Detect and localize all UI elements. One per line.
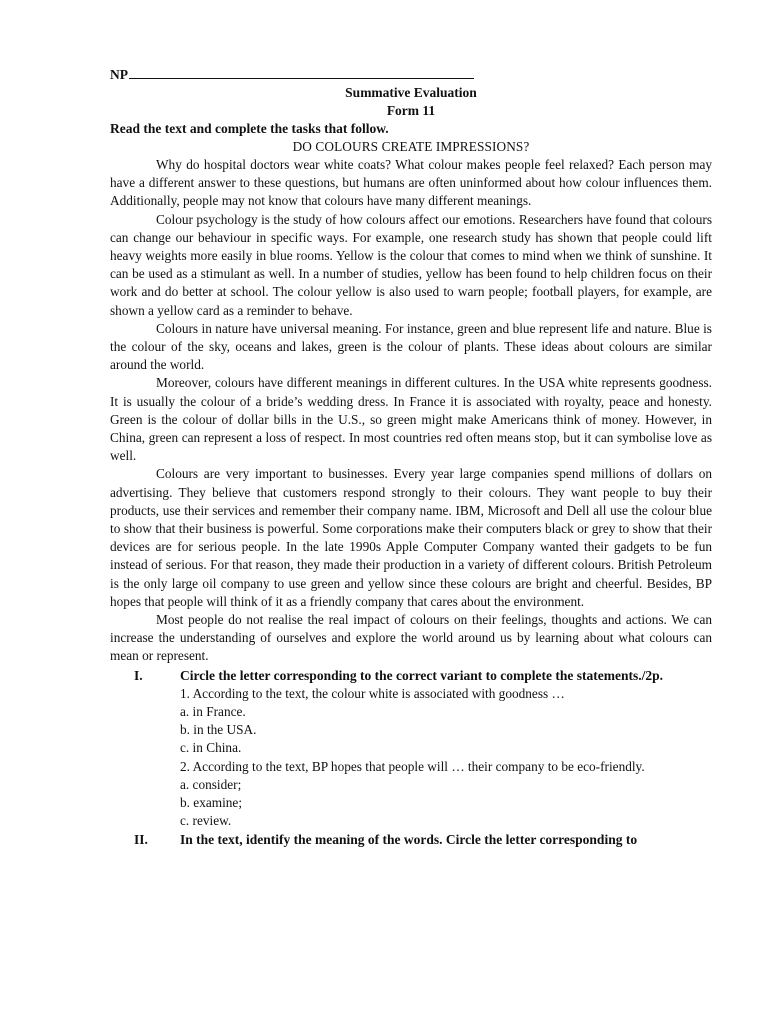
instruction-text: Read the text and complete the tasks that follow. <box>110 121 389 136</box>
passage-paragraph: Colours are very important to businesses. Every year large companies spend millions of dollars on advertising. They believe that customers respond strongly to their colours. They want people to buy their products, use their services and remember their company name. IBM, Microsoft and Dell all use the colour blue to show that their business is powerful. Some corporations make their computers black or grey to show that their devices are for serious people. In the late 1990s Apple Computer Company wanted their gadgets to be fun instead of serious. For that reason, they made their production in a variety of different colours. British Petroleum is the only large oil company to use green and yellow since these colours are bright and cheerful. Besides, BP hopes that people will think of it as a friendly company that cares about the environment. <box>110 466 712 609</box>
task-number: II. <box>134 832 148 848</box>
answer-option[interactable]: c. review. <box>180 813 232 829</box>
question-stem: 2. According to the text, BP hopes that people will … their company to be eco-friendly. <box>180 758 645 774</box>
np-field <box>110 66 712 84</box>
form-label: Form 11 <box>386 103 436 118</box>
document-title: Summative Evaluation <box>345 85 477 100</box>
task-2 <box>110 831 712 849</box>
question-stem: 1. According to the text, the colour white is associated with goodness … <box>180 685 565 701</box>
question-2 <box>180 758 712 831</box>
np-label: NP <box>110 67 128 82</box>
passage-paragraph: Most people do not realise the real impact of colours on their feelings, thoughts and actions. We can increase the understanding of ourselves and explore the world around us by learning about what colours can mean or represent. <box>110 612 712 664</box>
task-instruction: Circle the letter corresponding to the correct variant to complete the statements./2p. <box>180 667 663 683</box>
passage-paragraph: Colour psychology is the study of how colours affect our emotions. Researchers have found that colours can change our behaviour in specific ways. For example, one research study has shown that people could lift heavy weights more easily in blue rooms. Yellow is the colour that comes to mind when we think of sunshine. It can be used as a stimulant as well. In a number of studies, yellow has been found to help children focus on their work and do better at school. The colour yellow is also used to warn people; football players, for example, are shown a yellow card as a reminder to behave. <box>110 211 712 318</box>
passage-title: DO COLOURS CREATE IMPRESSIONS? <box>292 139 530 154</box>
answer-option[interactable]: b. in the USA. <box>180 722 257 738</box>
answer-option[interactable]: b. examine; <box>180 794 243 810</box>
answer-option[interactable]: c. in China. <box>180 740 242 756</box>
task-1 <box>110 667 712 685</box>
answer-option[interactable]: a. consider; <box>180 776 242 792</box>
passage-paragraph: Why do hospital doctors wear white coats? What colour makes people feel relaxed? Each person may have a different answer to these questions, but humans are often uninformed about how colour influences them. Additionally, people may not know that colours have many different meanings. <box>110 157 712 209</box>
task-instruction: In the text, identify the meaning of the words. Circle the letter corresponding to <box>180 832 638 848</box>
passage-paragraph: Moreover, colours have different meanings in different cultures. In the USA white represents goodness. It is usually the colour of a bride’s wedding dress. In France it is associated with royalty, peace and honesty. Green is the colour of dollar bills in the U.S., so green might make Americans think of money. However, in China, green can represent a loss of respect. In most countries red often means stop, but it can symbolise love as well. <box>110 375 712 464</box>
passage-paragraph: Colours in nature have universal meaning. For instance, green and blue represent life and nature. Blue is the colour of the sky, oceans and lakes, green is the colour of plants. These ideas about colours are similar around the world. <box>110 320 712 373</box>
question-1 <box>180 685 712 758</box>
task-number: I. <box>134 667 143 683</box>
np-blank-line[interactable] <box>129 66 474 79</box>
answer-option[interactable]: a. in France. <box>180 703 246 719</box>
